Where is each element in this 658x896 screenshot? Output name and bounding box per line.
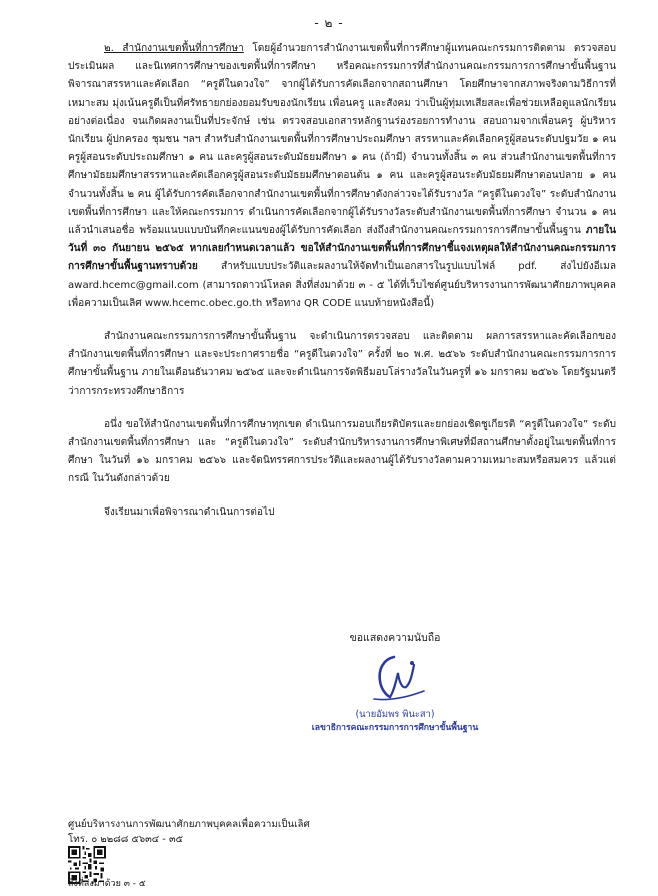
paragraph-closing-request: จึงเรียนมาเพื่อพิจารณาดำเนินการต่อไป: [104, 506, 275, 518]
signature-icon: [350, 651, 440, 705]
section-heading: ๒. สำนักงานเขตพื้นที่การศึกษา: [104, 43, 244, 54]
deadline-notice: ภายในวันที่ ๓๐ กันยายน ๒๕๖๕ หากเลยกำหนดเวลาแล้ว ขอให้สำนักงานเขตพื้นที่การศึกษาชี้แจงเหตุผลให้สำนักงานคณะกรรมการการศึกษาขั้นพื้นฐานทราบด้วย: [68, 225, 616, 273]
page-number: - ๒ -: [314, 16, 344, 30]
signer-name: (นายอัมพร พินะสา): [355, 709, 435, 720]
paragraph-ceremony: อนึ่ง ขอให้สำนักงานเขตพื้นที่การศึกษาทุกเขต ดำเนินการมอบเกียรติบัตรและยกย่องเชิดชูเกียรติ “ครูดีในดวงใจ” ระดับสำนักงานเขตพื้นที่การศึกษา และ “ครูดีในดวงใจ” ระดับสำนักบริหารงานการศึกษาพิเศษที่มีสถานศึกษาตั้งอยู่ในเขตพื้นที่การศึกษา ในวันที่ ๑๖ มกราคม ๒๕๖๖ และจัดนิทรรศการประวัติและผลงานผู้ได้รับรางวัลตามความเหมาะสมหรือสมควร แล้วแต่กรณี ในวันดังกล่าวด้วย: [68, 418, 616, 485]
signature-block: [280, 629, 510, 735]
paragraph-text-submission: สำหรับแบบประวัติและผลงานให้จัดทำเป็นเอกสารในรูปแบบไฟล์ pdf. ส่งไปยังอีเมล award.hcemc@gmail.com (สามารถดาวน์โหลด สิ่งที่ส่งมาด้วย ๓ - ๕ ได้ที่เว็บไซต์ศูนย์บริหารงานการพัฒนาศักยภาพบุคคลเพื่อความเป็นเลิศ www.hcemc.obec.go.th หรือทาง QR CODE แนบท้ายหนังสือนี้): [68, 261, 616, 309]
paragraph-text: โดยผู้อำนวยการสำนักงานเขตพื้นที่การศึกษาผู้แทนคณะกรรมการติดตาม ตรวจสอบ ประเมินผล และนิเทศการศึกษาของเขตพื้นที่การศึกษา หรือคณะกรรมการที่สำนักงานคณะกรรมการการศึกษาขั้นพื้นฐาน พิจารณาสรรหาและคัดเลือก “ครูดีในดวงใจ” จากผู้ได้รับการคัดเลือกจากสถานศึกษา โดยศึกษาจากสภาพจริงตามวิธีการที่เหมาะสม มุ่งเน้นครูดีเป็นที่ศรัทธายกย่องยอมรับของนักเรียน เพื่อนครู และสังคม ว่าเป็นผู้ทุ่มเทเสียสละเพื่อช่วยเหลือดูแลนักเรียนอย่างต่อเนื่อง จนเกิดผลงานเป็นที่ประจักษ์ เช่น ตรวจสอบเอกสารหลักฐานร่องรอยการทำงาน สอบถามจากเพื่อนครู ผู้บริหาร นักเรียน ผู้ปกครอง ชุมชน ฯลฯ สำหรับสำนักงานเขตพื้นที่การศึกษาประถมศึกษา สรรหาและคัดเลือกครูผู้สอนระดับปฐมวัย ๑ คน ครูผู้สอนระดับประถมศึกษา ๑ คน และครูผู้สอนระดับมัธยมศึกษา ๑ คน (ถ้ามี) จำนวนทั้งสิ้น ๓ คน ส่วนสำนักงานเขตพื้นที่การศึกษามัธยมศึกษาสรรหาและคัดเลือกครูผู้สอนระดับมัธยมศึกษาตอนต้น ๑ คน และครูผู้สอนระดับมัธยมศึกษาตอนปลาย ๑ คน จำนวนทั้งสิ้น ๒ คน ผู้ได้รับการคัดเลือกจากสำนักงานเขตพื้นที่การศึกษาดังกล่าวจะได้รับรางวัล “ครูดีในดวงใจ” ระดับสำนักงานเขตพื้นที่การศึกษา และให้คณะกรรมการ ดำเนินการคัดเลือกจากผู้ได้รับรางวัลระดับสำนักงานเขตพื้นที่การศึกษา จำนวน ๑ คน แล้วนำเสนอชื่อ พร้อมแนบแบบบันทึกคะแนนของผู้ได้รับการคัดเลือก ส่งถึงสำนักงานคณะกรรมการการศึกษาขั้นพื้นฐาน: [68, 43, 617, 237]
paragraph-area-office: [68, 40, 616, 313]
footer-office: ศูนย์บริหารงานการพัฒนาศักยภาพบุคคลเพื่อความเป็นเลิศ: [68, 819, 310, 830]
footer-phone: โทร. ๐ ๒๒๘๘ ๕๖๓๔ - ๓๕: [68, 834, 184, 845]
document-body: [68, 40, 616, 522]
closing-text: ขอแสดงความนับถือ: [349, 632, 441, 644]
paragraph-announcement: สำนักงานคณะกรรมการการศึกษาขั้นพื้นฐาน จะดำเนินการตรวจสอบ และติดตาม ผลการสรรหาและคัดเลือกของสำนักงานเขตพื้นที่การศึกษา และจะประกาศรายชื่อ “ครูดีในดวงใจ” ครั้งที่ ๒๐ พ.ศ. ๒๕๖๖ ระดับสำนักงานคณะกรรมการการศึกษาขั้นพื้นฐาน ภายในเดือนธันวาคม ๒๕๖๕ และจะดำเนินการจัดพิธีมอบโล่รางวัลในวันครูที่ ๑๖ มกราคม ๒๕๖๖ โดยรัฐมนตรีว่าการกระทรวงศึกษาธิการ: [68, 331, 616, 397]
footer-contact: [68, 817, 310, 847]
signer-position: เลขาธิการคณะกรรมการการศึกษาขั้นพื้นฐาน: [311, 723, 479, 733]
qr-caption: สิ่งที่ส่งมาด้วย ๓ - ๕: [68, 879, 146, 889]
